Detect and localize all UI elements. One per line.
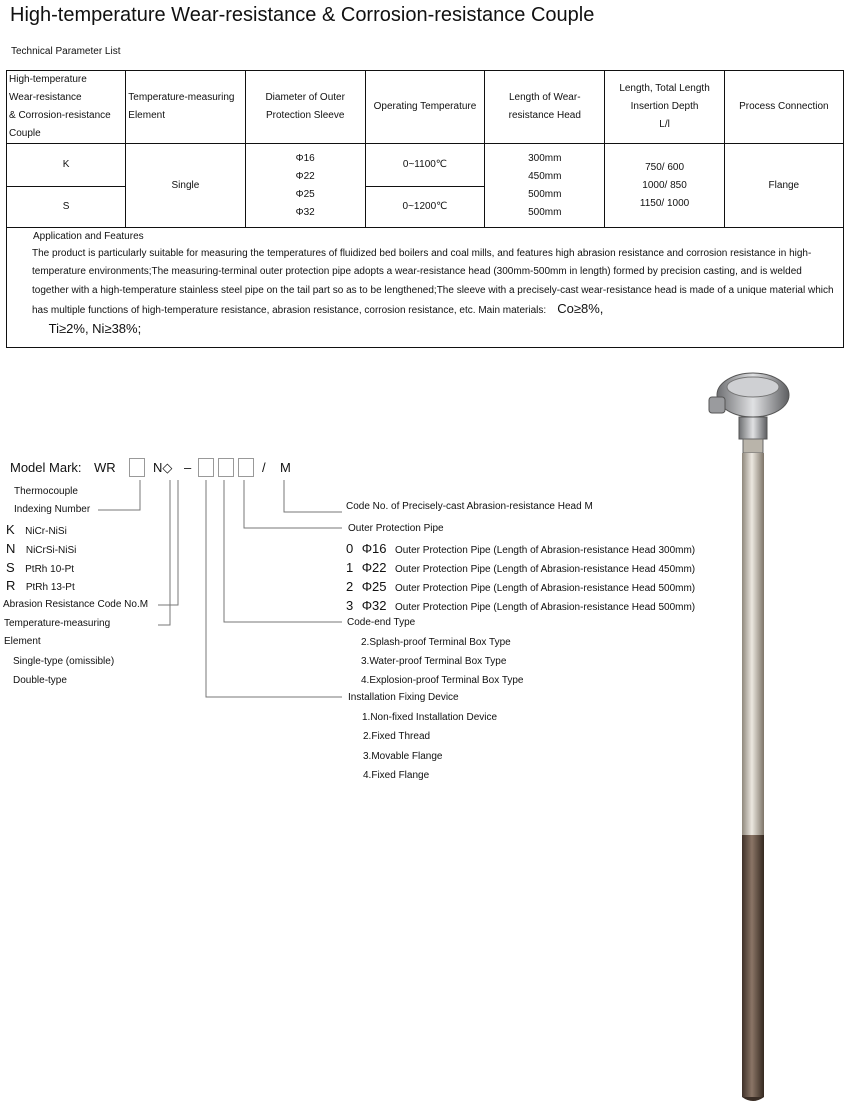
- materials-ti-ni: Ti≥2%, Ni≥38%;: [48, 321, 142, 337]
- header-line: Length, Total Length: [619, 83, 710, 94]
- model-n: N◇: [153, 460, 173, 475]
- pipe-num: 1: [346, 560, 354, 575]
- list-item: 4.Explosion-proof Terminal Box Type: [361, 675, 524, 686]
- header-line: resistance Head: [508, 110, 581, 121]
- pipe-dia: Φ16: [361, 541, 387, 556]
- pipe-dia: Φ22: [361, 560, 387, 575]
- head-code-label: Code No. of Precisely-cast Abrasion-resistance Head M: [346, 501, 593, 512]
- outer-pipe-label: Outer Protection Pipe: [348, 523, 444, 534]
- header-line: Couple: [9, 128, 41, 139]
- header-line: Length of Wear-: [509, 92, 581, 103]
- pipe-num: 3: [346, 598, 354, 613]
- model-box: [198, 458, 214, 477]
- code-desc: PtRh 13-Pt: [25, 582, 75, 593]
- line-head-code: [284, 480, 342, 512]
- head-length-value: 300mm: [528, 152, 562, 164]
- diameter-value: Φ25: [295, 188, 315, 200]
- model-wr: WR: [94, 460, 116, 475]
- application-body: The product is particularly suitable for measuring the temperatures of fluidized bed boilers and coal mills, and features high abrasion resistance and corrosion resistance in high-temperature environments;The measuring-terminal outer protection pipe adopts a wear-resistance head (300mm-500mm in length) formed by precision casting, and is welded together with a high-temperature stainless steel pipe on the tail part so as to be lengthened;The sleeve with a precisely-cast wear-resistance head is made of a unique material which has multiple functions of high-temperature resistance, abrasion resistance, corrosion resistance, etc. Main materials:: [32, 248, 834, 316]
- list-item: [6, 540, 76, 558]
- install-label: Installation Fixing Device: [348, 692, 459, 703]
- line-indexing: [98, 480, 140, 510]
- model-slash: /: [262, 460, 266, 475]
- temperature-cell: 0~1200℃: [365, 187, 484, 228]
- code-letter: K: [6, 522, 15, 537]
- temp-element-label-2: Element: [4, 636, 41, 647]
- model-box: [218, 458, 234, 477]
- model-mark-label: Model Mark:: [10, 460, 82, 475]
- temp-element-label: Temperature-measuring: [4, 618, 111, 629]
- thermocouple-illustration: [695, 365, 805, 1102]
- code-letter: S: [6, 560, 15, 575]
- header-line: Element: [128, 110, 165, 121]
- line-outer-pipe: [244, 480, 342, 528]
- diameter-value: Φ32: [295, 206, 315, 218]
- header-line: Operating Temperature: [373, 101, 477, 112]
- pipe-desc: Outer Protection Pipe (Length of Abrasion-resistance Head 500mm): [394, 583, 696, 594]
- header-line: Wear-resistance: [9, 92, 82, 103]
- header-line: Diameter of Outer: [265, 92, 345, 103]
- list-item: [346, 540, 695, 558]
- header-line: Insertion Depth: [630, 101, 699, 112]
- list-item: 4.Fixed Flange: [363, 770, 430, 781]
- header-line: Process Connection: [739, 101, 829, 112]
- model-m: M: [280, 460, 291, 475]
- header-line: High-temperature: [9, 74, 87, 85]
- model-box: [238, 458, 254, 477]
- pipe-dia: Φ32: [361, 598, 387, 613]
- list-item: [346, 559, 695, 577]
- code-letter: R: [6, 578, 16, 593]
- list-item: [6, 521, 67, 539]
- list-item: 2.Splash-proof Terminal Box Type: [361, 637, 511, 648]
- page-title: High-temperature Wear-resistance & Corrosion-resistance Couple: [10, 4, 595, 26]
- list-item: 1.Non-fixed Installation Device: [362, 712, 498, 723]
- length-value: 750/ 600: [645, 161, 685, 173]
- header-line: & Corrosion-resistance: [9, 110, 111, 121]
- pipe-dia: Φ25: [361, 579, 387, 594]
- temperature-cell: 0~1100℃: [365, 144, 484, 187]
- head-length-value: 500mm: [528, 206, 562, 218]
- list-item: [346, 578, 695, 596]
- line-abrasion: [158, 480, 178, 605]
- list-item: 3.Movable Flange: [363, 751, 443, 762]
- code-desc: NiCr-NiSi: [25, 526, 67, 537]
- materials-co: Co≥8%,: [557, 300, 604, 316]
- pipe-desc: Outer Protection Pipe (Length of Abrasion-resistance Head 300mm): [394, 545, 696, 556]
- diameter-value: Φ22: [295, 170, 315, 182]
- pipe-desc: Outer Protection Pipe (Length of Abrasion-resistance Head 500mm): [394, 602, 696, 613]
- type-cell: K: [7, 144, 126, 187]
- model-dash: –: [184, 460, 192, 475]
- list-item: [6, 559, 74, 577]
- header-line: Protection Sleeve: [266, 110, 345, 121]
- header-line: Temperature-measuring: [128, 92, 235, 103]
- code-desc: PtRh 10-Pt: [25, 564, 75, 575]
- code-letter: N: [6, 541, 16, 556]
- diameter-value: Φ16: [295, 152, 315, 164]
- type-cell: S: [7, 187, 126, 228]
- abrasion-code-label: Abrasion Resistance Code No.M: [3, 599, 149, 610]
- element-cell: Single: [126, 144, 245, 228]
- application-title: Application and Features: [33, 231, 144, 242]
- pipe-num: 0: [346, 541, 354, 556]
- head-length-value: 450mm: [528, 170, 562, 182]
- code-end-label: Code-end Type: [347, 617, 416, 628]
- list-item: 3.Water-proof Terminal Box Type: [361, 656, 507, 667]
- double-type-label: Double-type: [13, 675, 67, 686]
- length-value: 1150/ 1000: [639, 197, 690, 209]
- head-length-value: 500mm: [528, 188, 562, 200]
- list-item: 2.Fixed Thread: [363, 731, 431, 742]
- code-desc: NiCrSi-NiSi: [25, 545, 77, 556]
- model-box: [129, 458, 145, 477]
- thermocouple-label: Thermocouple: [14, 486, 78, 497]
- list-item: [346, 597, 695, 615]
- indexing-label: Indexing Number: [14, 504, 91, 515]
- line-element: [158, 480, 170, 625]
- table-subtitle: Technical Parameter List: [11, 46, 121, 57]
- line-code-end: [224, 480, 342, 622]
- list-item: [6, 577, 75, 595]
- single-type-label: Single-type (omissible): [13, 656, 115, 667]
- header-line: L/l: [659, 119, 670, 130]
- pipe-num: 2: [346, 579, 354, 594]
- line-install: [206, 480, 342, 697]
- connection-cell: Flange: [724, 144, 843, 228]
- length-value: 1000/ 850: [642, 179, 687, 191]
- pipe-desc: Outer Protection Pipe (Length of Abrasion-resistance Head 450mm): [394, 564, 696, 575]
